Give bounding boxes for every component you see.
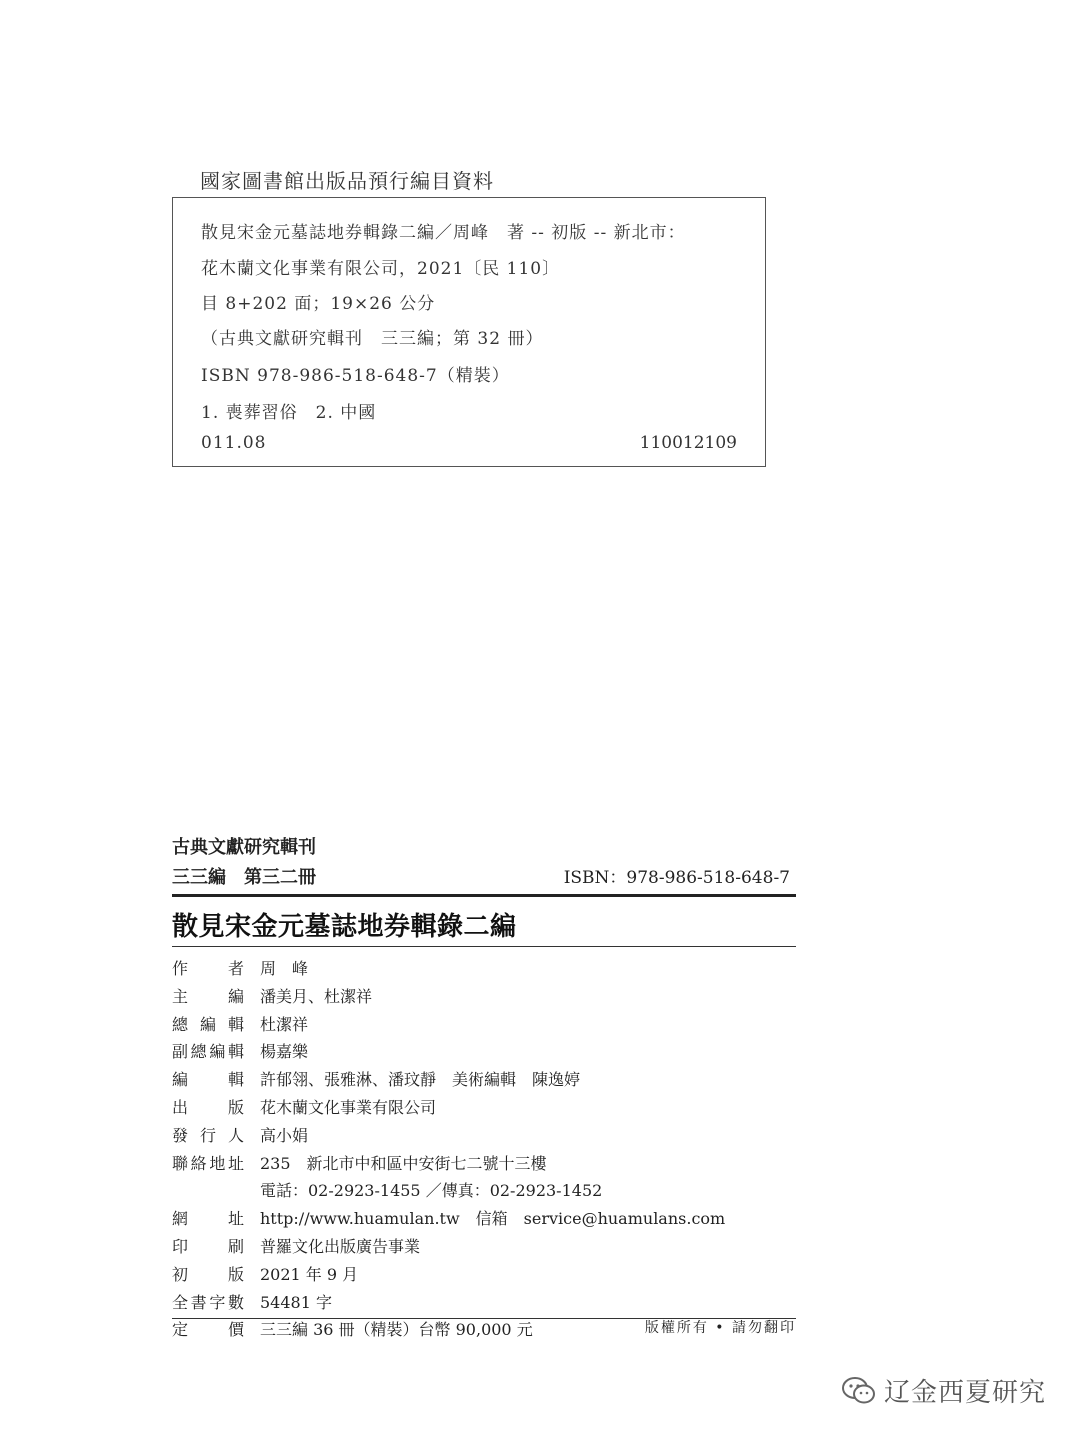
credit-value: 電話：02-2923-1455 ／傳真：02-2923-1452: [260, 1181, 603, 1201]
credit-value: 許郁翎、張雅淋、潘玟靜 美術編輯 陳逸婷: [260, 1070, 581, 1090]
thin-rule: [172, 946, 796, 947]
cip-title-line: 散見宋金元墓誌地券輯錄二編／周峰 著 -- 初版 -- 新北市：: [201, 223, 686, 243]
credit-row-editor-in-chief: [172, 1012, 796, 1040]
watermark: [842, 1372, 1046, 1409]
credit-label: 發 行 人: [172, 1125, 244, 1145]
credit-label: 編 輯: [172, 1070, 244, 1090]
cip-class-number: 011.08: [201, 433, 267, 453]
credit-value: 花木蘭文化事業有限公司: [260, 1097, 437, 1117]
credit-label: 初 版: [172, 1264, 244, 1284]
credit-row-phone: [172, 1178, 796, 1206]
credit-value: 杜潔祥: [260, 1014, 309, 1034]
credit-value: 普羅文化出版廣告事業: [260, 1236, 421, 1256]
credit-row-word-count: [172, 1290, 796, 1318]
credit-value: 235 新北市中和區中安街七二號十三樓: [260, 1153, 547, 1173]
credit-row-website: [172, 1206, 796, 1234]
cip-record-number: 110012109: [639, 433, 737, 453]
credit-row-first-edition: [172, 1262, 796, 1290]
watermark-text: 辽金西夏研究: [884, 1378, 1047, 1408]
cip-heading: 國家圖書館出版品預行編目資料: [200, 169, 494, 193]
thick-rule: [172, 894, 796, 897]
series-title: 古典文獻研究輯刊: [172, 837, 316, 858]
credit-value: 2021 年 9 月: [260, 1264, 359, 1284]
bottom-rule: [172, 1318, 796, 1319]
credit-row-publisher: [172, 1095, 796, 1123]
credit-row-editors: [172, 1067, 796, 1095]
credit-row-printer: [172, 1234, 796, 1262]
cip-isbn-line: ISBN 978-986-518-648-7（精裝）: [201, 366, 510, 386]
credit-row-address: [172, 1151, 796, 1179]
credit-value: 高小娟: [260, 1125, 309, 1145]
credit-label: 出 版: [172, 1097, 244, 1117]
book-title: 散見宋金元墓誌地券輯錄二編: [172, 912, 517, 942]
credit-label: 副 總 編 輯: [172, 1042, 244, 1062]
credit-label: 網 址: [172, 1209, 244, 1229]
credit-label: 主 編: [172, 986, 244, 1006]
cip-subjects-line: 1. 喪葬習俗 2. 中國: [201, 403, 377, 423]
cip-pages-line: 目 8+202 面；19×26 公分: [201, 294, 436, 314]
credit-value: 54481 字: [260, 1292, 332, 1312]
cip-series-line: （古典文獻研究輯刊 三三編；第 32 冊）: [201, 329, 544, 349]
credit-value: 周 峰: [260, 959, 309, 978]
credit-label: 總 編 輯: [172, 1014, 244, 1034]
credit-row-author: [172, 956, 796, 984]
credit-label: 印 刷: [172, 1236, 244, 1256]
credit-value: http://www.huamulan.tw 信箱 service@huamulans.com: [260, 1209, 726, 1229]
credit-value: 楊嘉樂: [260, 1042, 309, 1062]
credit-label: 作 者: [172, 959, 244, 978]
series-volume: 三三編 第三二冊: [172, 867, 316, 888]
cip-publisher-line: 花木蘭文化事業有限公司，2021〔民 110〕: [201, 259, 561, 279]
credit-label: 全 書 字 數: [172, 1292, 244, 1312]
credits-list: [172, 956, 796, 1345]
series-isbn: ISBN：978-986-518-648-7: [563, 868, 790, 888]
wechat-icon: [842, 1376, 876, 1406]
credit-row-deputy-editor: [172, 1039, 796, 1067]
credit-row-chief-editor: [172, 984, 796, 1012]
credit-value: 三三編 36 冊（精裝）台幣 90,000 元: [260, 1320, 533, 1340]
cip-box: [172, 197, 766, 467]
credit-row-price: [172, 1317, 796, 1345]
credit-value: 潘美月、杜潔祥: [260, 986, 373, 1006]
credit-row-issuer: [172, 1123, 796, 1151]
rights-notice: 版權所有 • 請勿翻印: [644, 1320, 796, 1337]
credit-label: 聯 絡 地 址: [172, 1153, 244, 1173]
credit-label: 定 價: [172, 1320, 244, 1340]
